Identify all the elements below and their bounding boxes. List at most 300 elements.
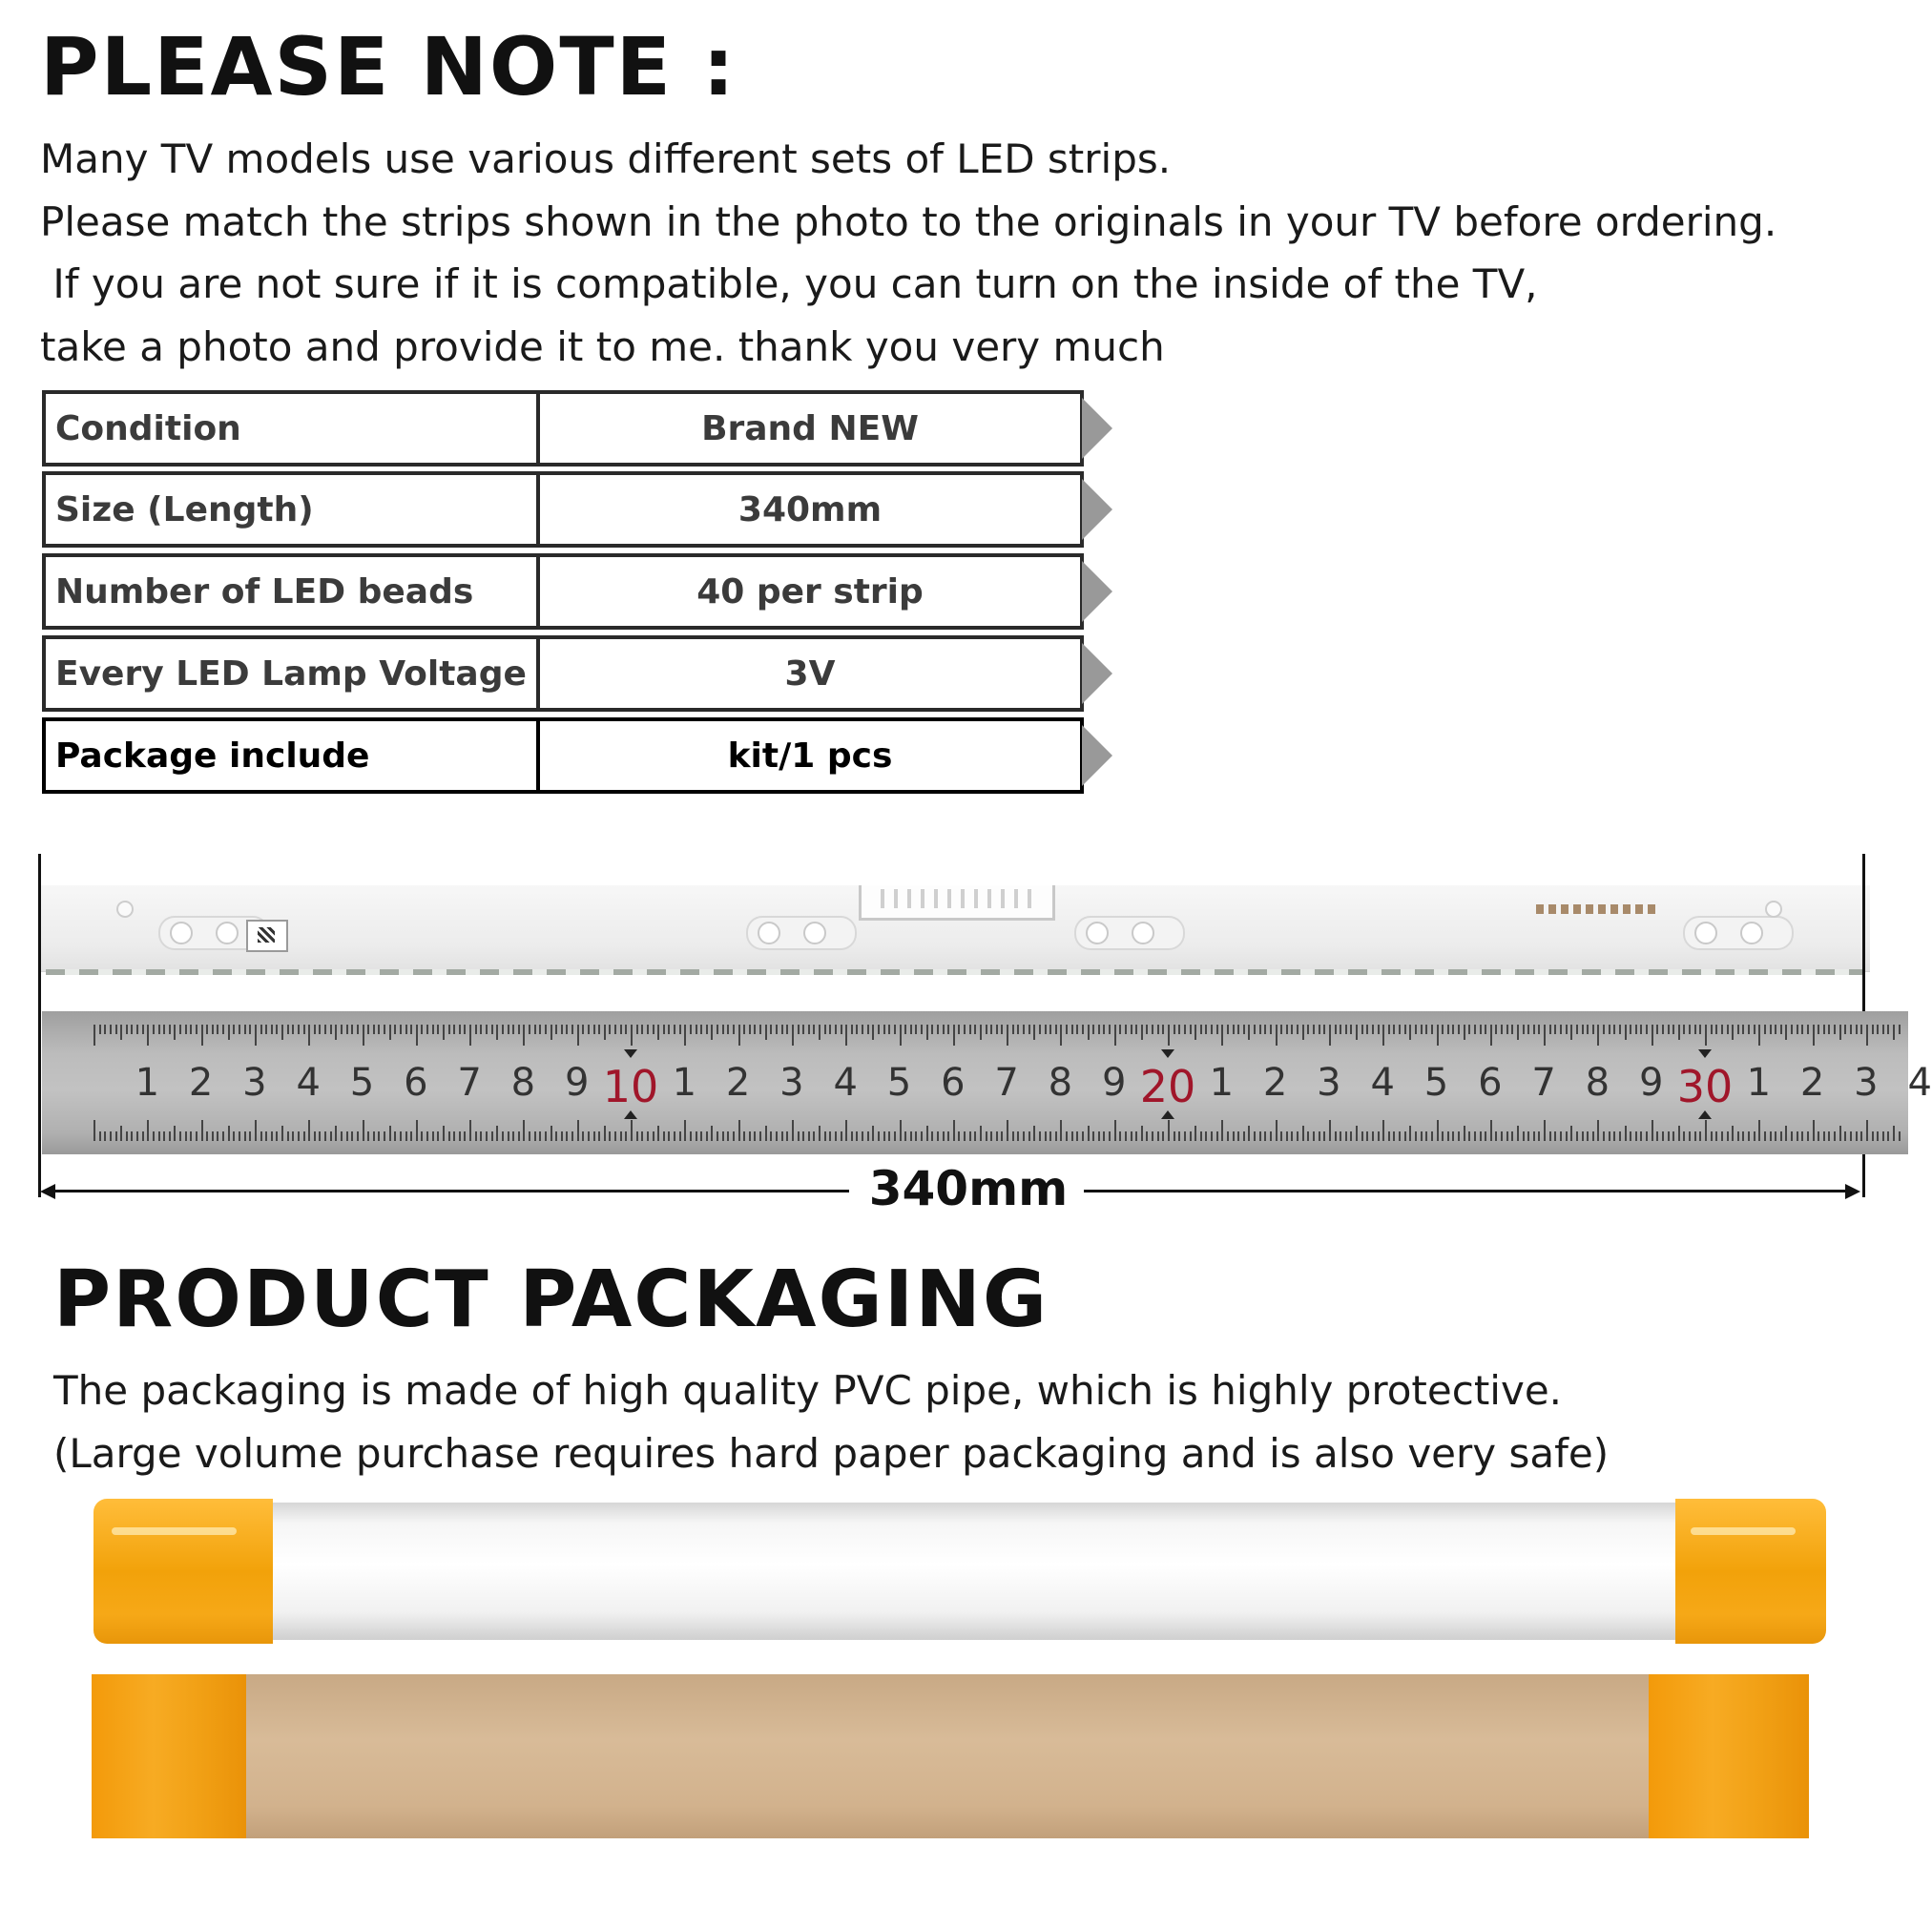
ruler-tick <box>700 1025 702 1034</box>
ruler-tick <box>1335 1025 1337 1034</box>
ruler-tick <box>958 1025 960 1034</box>
ruler-tick <box>1501 1025 1503 1034</box>
ruler-tick <box>577 1025 579 1046</box>
ruler-tick <box>808 1131 810 1141</box>
ruler-tick <box>1662 1131 1664 1141</box>
ruler-tick <box>845 1025 847 1046</box>
ruler-tick <box>1098 1131 1100 1141</box>
ruler-tick <box>298 1131 300 1141</box>
ruler-tick <box>910 1131 912 1141</box>
ruler-tick <box>749 1025 751 1034</box>
spec-label: Every LED Lamp Voltage <box>42 635 540 712</box>
ruler-tick <box>786 1025 788 1034</box>
ruler-tick <box>1350 1025 1352 1034</box>
ruler-tick <box>1662 1025 1664 1034</box>
led-bead-row <box>46 969 1862 975</box>
ruler-tick <box>1506 1131 1508 1141</box>
ruler-tick <box>1152 1131 1153 1141</box>
ruler-number: 8 <box>1048 1061 1073 1105</box>
ruler-tick <box>1393 1025 1395 1034</box>
ruler-tick <box>330 1025 332 1034</box>
ruler-tick <box>1732 1126 1734 1141</box>
ruler-tick <box>233 1025 235 1034</box>
ruler-tick <box>1823 1131 1825 1141</box>
ruler-tick <box>679 1025 681 1034</box>
ruler-tick <box>1801 1131 1803 1141</box>
ruler-tick <box>104 1025 106 1034</box>
ruler-tick <box>1119 1025 1121 1034</box>
ruler-tick <box>1131 1131 1132 1141</box>
ruler-tick <box>1415 1025 1417 1034</box>
ruler-tick <box>1404 1131 1406 1141</box>
ruler-tick <box>115 1025 117 1034</box>
ruler-tick <box>1850 1025 1852 1034</box>
ruler-tick <box>1839 1126 1841 1141</box>
ruler-tick <box>657 1025 659 1040</box>
ruler-tick <box>754 1131 756 1141</box>
ruler-tick <box>502 1025 504 1034</box>
ruler-number: 9 <box>564 1061 590 1105</box>
ruler-tick <box>394 1025 396 1034</box>
ruler-tick <box>239 1025 240 1034</box>
ruler-tick <box>1785 1126 1787 1141</box>
ruler-tick <box>786 1131 788 1141</box>
ruler-tick <box>1049 1025 1051 1034</box>
ruler-tick <box>384 1131 385 1141</box>
ruler-tick <box>1291 1025 1293 1034</box>
ruler-tick <box>1523 1131 1525 1141</box>
ruler-tick <box>1485 1131 1486 1141</box>
ruler-tick <box>201 1120 203 1141</box>
ruler-tick <box>1280 1131 1282 1141</box>
ruler-tick <box>620 1025 622 1034</box>
ruler-tick <box>776 1025 778 1034</box>
ruler-tick <box>281 1025 283 1040</box>
ruler-tick <box>486 1131 488 1141</box>
ruler-tick <box>1361 1025 1363 1034</box>
ruler-tick <box>174 1025 176 1040</box>
ruler-tick <box>1345 1131 1347 1141</box>
ruler-tick <box>201 1025 203 1046</box>
ruler-number: 6 <box>1478 1061 1503 1105</box>
measuring-ruler <box>42 1011 1932 1154</box>
ruler-tick <box>776 1131 778 1141</box>
ruler-tick <box>1560 1131 1562 1141</box>
ruler-number: 1 <box>1209 1061 1235 1105</box>
ruler-tick <box>1071 1025 1073 1034</box>
ruler-tick <box>1742 1131 1744 1141</box>
ruler-tick <box>743 1131 745 1141</box>
ruler-tick <box>99 1025 101 1034</box>
ruler-tick <box>1866 1025 1868 1046</box>
ruler-tick <box>1613 1131 1615 1141</box>
ruler-tick <box>1797 1025 1798 1034</box>
ruler-tick <box>1356 1025 1358 1040</box>
ruler-tick <box>1742 1025 1744 1034</box>
ruler-tick <box>1715 1025 1717 1034</box>
ruler-tick <box>1233 1025 1235 1034</box>
ruler-tick <box>1834 1131 1836 1141</box>
ruler-tick <box>1135 1025 1137 1034</box>
ruler-tick <box>448 1025 450 1034</box>
ruler-tick <box>953 1025 955 1046</box>
ruler-tick <box>1345 1025 1347 1034</box>
ruler-tick <box>1468 1131 1470 1141</box>
ruler-tick <box>1335 1131 1337 1141</box>
mount-hole-icon <box>803 922 826 944</box>
ruler-tick <box>663 1025 665 1034</box>
ruler-tick <box>239 1131 240 1141</box>
ruler-tick <box>684 1120 686 1141</box>
ruler-tick <box>1264 1131 1266 1141</box>
ruler-tick <box>1141 1025 1143 1040</box>
ruler-tick <box>153 1025 155 1034</box>
ruler-tick <box>448 1131 450 1141</box>
ruler-tick <box>1592 1025 1594 1034</box>
ruler-tick <box>1872 1025 1874 1034</box>
ruler-tick <box>1039 1131 1041 1141</box>
ruler-tick <box>1860 1025 1862 1034</box>
ruler-tick <box>986 1131 987 1141</box>
arrow-down-icon <box>1698 1049 1712 1058</box>
ruler-number: 30 <box>1676 1061 1734 1112</box>
pvc-tube-image <box>99 1503 1820 1640</box>
packaging-line: (Large volume purchase requires hard paper packaging and is also very safe) <box>53 1430 1610 1477</box>
ruler-tick <box>206 1131 208 1141</box>
ruler-number: 2 <box>725 1061 751 1105</box>
ruler-tick <box>169 1025 171 1034</box>
qr-label-icon <box>246 920 288 952</box>
ruler-tick <box>888 1025 890 1034</box>
ruler-tick <box>104 1131 106 1141</box>
ruler-tick <box>1791 1025 1793 1034</box>
ruler-tick <box>1098 1025 1100 1034</box>
ruler-tick <box>674 1131 675 1141</box>
ruler-tick <box>1366 1131 1368 1141</box>
ruler-tick <box>319 1131 321 1141</box>
ruler-number: 3 <box>1317 1061 1341 1105</box>
ruler-tick <box>770 1131 772 1141</box>
ruler-tick <box>582 1025 584 1034</box>
ruler-tick <box>1017 1025 1019 1034</box>
ruler-tick <box>1012 1025 1014 1034</box>
ruler-tick <box>190 1131 192 1141</box>
ruler-tick <box>1302 1126 1304 1141</box>
ruler-tick <box>653 1131 654 1141</box>
ruler-tick <box>1511 1025 1513 1034</box>
ruler-number: 5 <box>886 1061 912 1105</box>
ruler-tick <box>179 1025 181 1034</box>
dimension-line-left <box>53 1190 849 1192</box>
ruler-tick <box>835 1025 837 1034</box>
ruler-tick <box>1372 1025 1374 1034</box>
ruler-tick <box>1211 1131 1213 1141</box>
ruler-number: 9 <box>1638 1061 1664 1105</box>
ruler-tick <box>588 1025 590 1034</box>
ruler-tick <box>1425 1025 1427 1034</box>
ruler-tick <box>539 1025 541 1034</box>
ruler-tick <box>529 1131 530 1141</box>
ruler-number: 3 <box>1854 1061 1879 1105</box>
ruler-tick <box>341 1131 343 1141</box>
ruler-tick <box>1437 1120 1439 1141</box>
ruler-tick <box>696 1131 697 1141</box>
arrow-down-icon <box>1161 1049 1174 1058</box>
ruler-tick <box>1205 1025 1207 1034</box>
ruler-tick <box>1737 1131 1739 1141</box>
ruler-tick <box>1055 1131 1057 1141</box>
ruler-tick <box>717 1131 718 1141</box>
ruler-tick <box>1109 1025 1111 1034</box>
ruler-tick <box>1174 1131 1175 1141</box>
ruler-tick <box>835 1131 837 1141</box>
ruler-tick <box>867 1025 869 1034</box>
ruler-tick <box>1748 1131 1750 1141</box>
ruler-tick <box>1243 1131 1245 1141</box>
ruler-tick <box>1421 1025 1423 1034</box>
ruler-tick <box>416 1025 418 1046</box>
ruler-tick <box>1893 1126 1895 1141</box>
ruler-tick <box>1001 1025 1003 1034</box>
ruler-tick <box>486 1025 488 1034</box>
ruler-tick <box>690 1131 692 1141</box>
ruler-tick <box>1485 1025 1486 1034</box>
ruler-tick <box>802 1131 804 1141</box>
ruler-tick <box>545 1131 547 1141</box>
ruler-tick <box>1807 1025 1809 1034</box>
ruler-tick <box>555 1131 557 1141</box>
ruler-tick <box>1490 1120 1492 1141</box>
ruler-tick <box>990 1131 992 1141</box>
ruler-tick <box>217 1131 218 1141</box>
tape-wrap <box>1675 1499 1826 1644</box>
ruler-tick <box>1818 1025 1819 1034</box>
ruler-tick <box>1388 1025 1390 1034</box>
ruler-tick <box>1162 1131 1164 1141</box>
ruler-tick <box>292 1131 294 1141</box>
ruler-tick <box>1464 1025 1465 1040</box>
ruler-tick <box>593 1131 595 1141</box>
ruler-tick <box>276 1131 278 1141</box>
ruler-tick <box>1683 1131 1685 1141</box>
arrow-right-icon <box>1845 1184 1860 1199</box>
ruler-tick <box>324 1025 326 1034</box>
ruler-tick <box>1114 1120 1116 1141</box>
ruler-tick <box>625 1025 627 1034</box>
ruler-tick <box>1302 1025 1304 1040</box>
ruler-tick <box>1060 1120 1062 1141</box>
ruler-tick <box>759 1131 761 1141</box>
arrow-right-icon <box>1082 725 1112 786</box>
ruler-number: 3 <box>779 1061 804 1105</box>
ruler-tick <box>679 1131 681 1141</box>
ruler-tick <box>851 1025 853 1034</box>
ruler-tick <box>523 1025 525 1046</box>
ruler-number: 4 <box>1907 1061 1932 1105</box>
ruler-tick <box>1082 1025 1084 1034</box>
ruler-tick <box>341 1025 343 1034</box>
packaging-line: The packaging is made of high quality PVC pipe, which is highly protective. <box>53 1367 1563 1414</box>
ruler-tick <box>335 1126 337 1141</box>
ruler-tick <box>1039 1025 1041 1034</box>
mount-hole-icon <box>216 922 239 944</box>
spec-value: 3V <box>536 635 1084 712</box>
ruler-tick <box>1652 1025 1653 1046</box>
ruler-number: 4 <box>1370 1061 1395 1105</box>
ruler-tick <box>819 1025 821 1040</box>
ruler-tick <box>308 1120 310 1141</box>
ruler-tick <box>1754 1131 1755 1141</box>
ruler-tick <box>1264 1025 1266 1034</box>
ruler-number: 2 <box>1799 1061 1825 1105</box>
ruler-tick <box>1721 1025 1723 1034</box>
ruler-tick <box>690 1025 692 1034</box>
ruler-tick <box>841 1025 842 1034</box>
ruler-tick <box>480 1131 482 1141</box>
ruler-tick <box>539 1131 541 1141</box>
packaging-title: PRODUCT PACKAGING <box>53 1255 1049 1345</box>
ruler-tick <box>1162 1025 1164 1034</box>
ruler-tick <box>1694 1131 1696 1141</box>
spec-row-condition <box>42 390 1082 467</box>
ruler-tick <box>953 1120 955 1141</box>
ruler-tick <box>1329 1120 1331 1141</box>
ruler-tick <box>1619 1025 1621 1034</box>
ruler-number: 8 <box>1585 1061 1610 1105</box>
ruler-tick <box>1012 1131 1014 1141</box>
ruler-tick <box>249 1131 251 1141</box>
ruler-tick <box>722 1131 724 1141</box>
ruler-tick <box>749 1131 751 1141</box>
ruler-tick <box>459 1131 461 1141</box>
led-strip-image <box>38 885 1870 981</box>
ruler-tick <box>802 1025 804 1034</box>
ruler-tick <box>190 1025 192 1034</box>
ruler-tick <box>1184 1131 1186 1141</box>
spec-value: 40 per strip <box>536 553 1084 630</box>
ruler-tick <box>663 1131 665 1141</box>
mount-hole-icon <box>1132 922 1154 944</box>
ruler-tick <box>400 1131 402 1141</box>
ruler-tick <box>1850 1131 1852 1141</box>
ruler-tick <box>405 1131 407 1141</box>
ruler-tick <box>1378 1131 1380 1141</box>
ruler-tick <box>867 1131 869 1141</box>
ruler-tick <box>926 1025 928 1040</box>
ruler-tick <box>915 1025 917 1034</box>
ruler-tick <box>943 1025 945 1034</box>
ruler-tick <box>534 1025 536 1034</box>
ruler-tick <box>1474 1025 1476 1034</box>
ruler-tick <box>1533 1025 1535 1034</box>
ruler-tick <box>582 1131 584 1141</box>
ruler-tick <box>1415 1131 1417 1141</box>
ruler-tick <box>1066 1131 1068 1141</box>
ruler-tick <box>373 1131 375 1141</box>
ruler-tick <box>1823 1025 1825 1034</box>
ruler-tick <box>179 1131 181 1141</box>
ruler-tick <box>798 1131 800 1141</box>
ruler-tick <box>1844 1131 1846 1141</box>
ruler-tick <box>631 1025 633 1046</box>
spec-value: kit/1 pcs <box>536 717 1084 794</box>
ruler-tick <box>1254 1131 1256 1141</box>
ruler-tick <box>829 1131 831 1141</box>
ruler-tick <box>292 1025 294 1034</box>
ruler-tick <box>228 1025 230 1040</box>
ruler-tick <box>609 1131 611 1141</box>
ruler-tick <box>131 1025 133 1034</box>
ruler-tick <box>1431 1025 1433 1034</box>
ruler-tick <box>706 1131 708 1141</box>
ruler-tick <box>668 1131 670 1141</box>
ruler-tick <box>378 1131 380 1141</box>
ruler-tick <box>931 1131 933 1141</box>
mount-hole-icon <box>1740 922 1763 944</box>
ruler-tick <box>555 1025 557 1034</box>
ruler-tick <box>1205 1131 1207 1141</box>
ruler-tick <box>878 1131 880 1141</box>
packaging-paragraph <box>53 1359 1609 1485</box>
ruler-tick <box>888 1131 890 1141</box>
ruler-tick <box>674 1025 675 1034</box>
ruler-tick <box>1866 1120 1868 1141</box>
ruler-tick <box>733 1025 735 1034</box>
spec-label: Number of LED beads <box>42 553 540 630</box>
ruler-tick <box>110 1025 112 1034</box>
ruler-tick <box>1754 1025 1755 1034</box>
ruler-tick <box>158 1131 160 1141</box>
ruler-tick <box>93 1025 95 1046</box>
ruler-tick <box>1603 1025 1605 1034</box>
ruler-tick <box>1319 1025 1320 1034</box>
ruler-tick <box>1103 1131 1105 1141</box>
spec-label: Condition <box>42 390 540 467</box>
ruler-tick <box>657 1126 659 1141</box>
ruler-tick <box>421 1025 423 1034</box>
ruler-tick <box>1566 1131 1568 1141</box>
ruler-tick <box>1737 1025 1739 1034</box>
ruler-tick <box>443 1025 445 1040</box>
arrow-right-icon <box>1082 561 1112 622</box>
ruler-tick <box>1092 1131 1094 1141</box>
ruler-tick <box>700 1131 702 1141</box>
ruler-tick <box>894 1131 896 1141</box>
ruler-tick <box>1538 1131 1540 1141</box>
ruler-tick <box>1259 1131 1261 1141</box>
ruler-tick <box>1758 1120 1760 1141</box>
ruler-tick <box>1652 1120 1653 1141</box>
ruler-tick <box>1184 1025 1186 1034</box>
spec-value: Brand NEW <box>536 390 1084 467</box>
ruler-tick <box>1033 1126 1035 1141</box>
ruler-tick <box>996 1025 998 1034</box>
ruler-tick <box>271 1025 273 1034</box>
mount-hole-icon <box>1694 922 1717 944</box>
ruler-number: 20 <box>1139 1061 1196 1112</box>
ruler-tick <box>432 1025 434 1034</box>
ruler-tick <box>136 1025 138 1034</box>
ruler-tick <box>1549 1131 1551 1141</box>
ruler-tick <box>502 1131 504 1141</box>
ruler-tick <box>1221 1025 1223 1046</box>
mount-hole-icon <box>116 901 134 918</box>
ruler-tick <box>363 1025 364 1046</box>
ruler-tick <box>1630 1131 1631 1141</box>
ruler-tick <box>765 1025 767 1040</box>
arrow-up-icon <box>1698 1110 1712 1119</box>
ruler-tick <box>1544 1120 1546 1141</box>
